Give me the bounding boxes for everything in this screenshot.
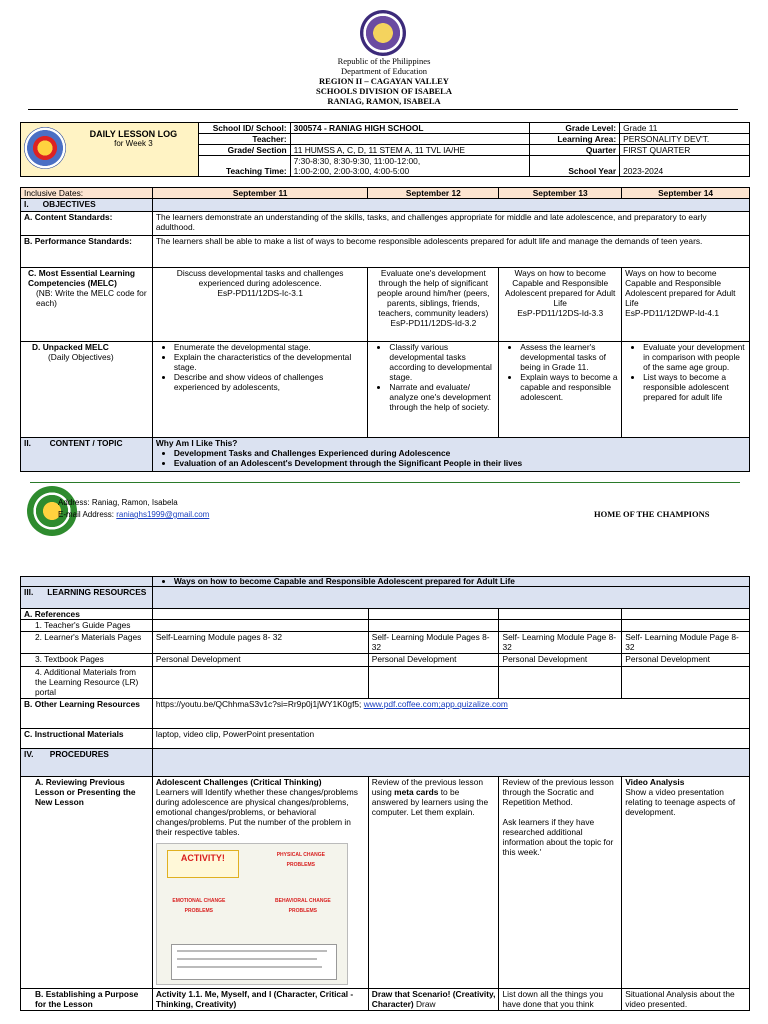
textbook-3: Personal Development <box>499 654 622 667</box>
quarter-label: Quarter <box>530 145 620 156</box>
list-item: • List ways to become a responsible adolescent prepared for adult life <box>643 372 746 402</box>
school-logo <box>24 127 66 169</box>
procedure-a-col-4: Video Analysis Show a video presentation relating to teenage aspects of development. <box>622 777 750 989</box>
teacher-value <box>290 134 530 145</box>
grade-section-value: 11 HUMSS A, C, D, 11 STEM A, 11 TVL IA/HE <box>290 145 530 156</box>
procedure-a-label: A. Reviewing Previous Lesson or Presenting the New Lesson <box>21 777 153 989</box>
log-week: for Week 3 <box>114 139 153 148</box>
additional-materials-label: 4. Additional Materials from the Learning Resource (LR) portal <box>21 667 153 699</box>
dll-table-page2 <box>20 576 750 1011</box>
teachers-guide-label: 1. Teacher's Guide Pages <box>21 620 153 632</box>
date-col-3: September 13 <box>499 188 622 199</box>
other-resources-label: B. Other Learning Resources <box>21 699 153 729</box>
info-table <box>20 122 750 177</box>
content-topic-heading: II. CONTENT / TOPIC <box>21 438 153 472</box>
unpacked-melc-label: D. Unpacked MELC (Daily Objectives) <box>21 342 153 438</box>
dll-table-page1 <box>20 187 750 472</box>
performance-standards-text: The learners shall be able to make a list of ways to become responsible adolescents prepared for adult life and manage the demands of teen years. <box>152 236 749 268</box>
list-item: • Evaluate your development in comparison with people of the same age group. <box>643 342 746 372</box>
school-label: School ID/ School: <box>198 123 290 134</box>
procedures-heading: IV. PROCEDURES <box>21 749 153 777</box>
procedure-a-col-1: Adolescent Challenges (Critical Thinking) Learners will Identify whether these changes/problems during adolescence are physical changes/problems, emotional changes/problems, or behavioral changes/problems. Put the number of the problem in their respective tables. ACTIVITY! PHYSICAL CHANGE PROBLEMS EMOTIONAL CHANGE PROBLEMS BEHAVIORAL CHANGE PROBLEMS <box>152 777 368 989</box>
school-year-label: School Year <box>530 156 620 177</box>
procedure-b-col-2: Draw that Scenario! (Creativity, Character) Draw <box>368 989 499 1011</box>
learners-materials-1: Self-Learning Module pages 8- 32 <box>152 632 368 654</box>
objectives-heading: I. OBJECTIVES <box>21 199 153 212</box>
topic-title: Why Am I Like This? <box>155 438 238 448</box>
school-value: 300574 - RANIAG HIGH SCHOOL <box>290 123 530 134</box>
procedure-b-col-4: Situational Analysis about the video presented. <box>622 989 750 1011</box>
inclusive-dates-label: Inclusive Dates: <box>21 188 153 199</box>
melc-col-1: Discuss developmental tasks and challenges experienced during adolescence. EsP-PD11/12DS-Ic-3.1 <box>152 268 368 342</box>
list-item: • Ways on how to become Capable and Responsible Adolescent prepared for Adult Life <box>174 576 746 586</box>
textbook-4: Personal Development <box>622 654 750 667</box>
learners-materials-label: 2. Learner's Materials Pages <box>21 632 153 654</box>
procedure-a-col-2: Review of the previous lesson using meta cards to be answered by learners using the computer. Let them explain. <box>368 777 499 989</box>
references-label: A. References <box>21 609 153 620</box>
header-region: REGION II – CAGAYAN VALLEY <box>319 76 449 86</box>
date-col-2: September 12 <box>368 188 499 199</box>
header-divider <box>28 109 738 110</box>
list-item: • Evaluation of an Adolescent's Development through the Significant People in their lives <box>174 458 746 468</box>
email-link[interactable]: raniaghs1999@gmail.com <box>116 510 210 519</box>
procedure-a-col-3: Review of the previous lesson through the Socratic and Repetition Method. Ask learners if they have researched additional information about the topic for this week.' <box>499 777 622 989</box>
list-item: • Explain ways to become a capable and responsible adolescent. <box>520 372 618 402</box>
learners-materials-3: Self- Learning Module Page 8-32 <box>499 632 622 654</box>
procedure-b-col-1: Activity 1.1. Me, Myself, and I (Character, Critical - Thinking, Creativity) <box>152 989 368 1011</box>
learning-area-label: Learning Area: <box>530 134 620 145</box>
daily-objectives-col-3 <box>499 342 622 438</box>
date-col-1: September 11 <box>152 188 368 199</box>
textbook-1: Personal Development <box>152 654 368 667</box>
content-topic-body <box>152 438 749 472</box>
daily-objectives-col-2 <box>368 342 499 438</box>
footer-divider <box>30 482 740 483</box>
list-item: • Assess the learner's developmental tasks of being in Grade 11. <box>520 342 618 372</box>
deped-seal <box>360 10 406 56</box>
learners-materials-2: Self- Learning Module Pages 8-32 <box>368 632 499 654</box>
melc-col-3: Ways on how to become Capable and Responsible Adolescent prepared for Adult Life EsP-PD11/12DS-Id-3.3 <box>499 268 622 342</box>
footer-email: E-mail Address: raniaghs1999@gmail.com <box>58 510 210 519</box>
grade-section-label: Grade/ Section <box>198 145 290 156</box>
instructional-materials-value: laptop, video clip, PowerPoint presentation <box>152 729 749 749</box>
teaching-time-label: Teaching Time: <box>198 156 290 177</box>
header-republic: Republic of the Philippines <box>337 56 431 66</box>
header-location: RANIAG, RAMON, ISABELA <box>327 96 441 106</box>
list-item: • Describe and show videos of challenges experienced by adolescents, <box>174 372 365 392</box>
melc-label: C. Most Essential Learning Competencies (MELC) (NB: Write the MELC code for each) <box>21 268 153 342</box>
learners-materials-4: Self- Learning Module Page 8-32 <box>622 632 750 654</box>
other-resources-value: https://youtu.be/QChhmaS3v1c?si=Rr9p0j1jWY1K0gf5; www.pdf.coffee.com;app.quizalize.com <box>152 699 749 729</box>
textbook-pages-label: 3. Textbook Pages <box>21 654 153 667</box>
daily-objectives-col-1 <box>152 342 368 438</box>
school-year-value: 2023-2024 <box>620 156 750 177</box>
date-col-4: September 14 <box>622 188 750 199</box>
learning-area-value: PERSONALITY DEV'T. <box>620 134 750 145</box>
resources-heading: III. LEARNING RESOURCES <box>21 587 153 609</box>
grade-level-label: Grade Level: <box>530 123 620 134</box>
quarter-value: FIRST QUARTER <box>620 145 750 156</box>
log-title: DAILY LESSON LOG <box>89 129 178 139</box>
teaching-time-value: 7:30-8:30, 8:30-9:30, 11:00-12:00, 1:00-2:00, 2:00-3:00, 4:00-5:00 <box>290 156 530 177</box>
melc-col-2: Evaluate one's development through the help of significant people around him/her (peers, parents, siblings, friends, teachers, community leaders) EsP-PD11/12DS-Id-3.2 <box>368 268 499 342</box>
list-item: • Enumerate the developmental stage. <box>174 342 365 352</box>
procedure-b-col-3: List down all the things you have done that you think <box>499 989 622 1011</box>
other-resources-links[interactable]: www.pdf.coffee.com;app.quizalize.com <box>363 699 508 709</box>
melc-col-4: Ways on how to become Capable and Responsible Adolescent prepared for Adult Life EsP-PD11/12DWP-Id-4.1 <box>622 268 750 342</box>
footer-address: Address: Raniag, Ramon, Isabela <box>58 498 178 507</box>
daily-objectives-col-4 <box>622 342 750 438</box>
list-item: • Classify various developmental tasks according to developmental stage. <box>389 342 495 382</box>
header-department: Department of Education <box>341 66 427 76</box>
procedure-b-label: B. Establishing a Purpose for the Lesson <box>21 989 153 1011</box>
footer-motto: HOME OF THE CHAMPIONS <box>594 509 710 519</box>
header-division: SCHOOLS DIVISION OF ISABELA <box>316 86 452 96</box>
content-standards-text: The learners demonstrate an understanding of the skills, tasks, and challenges appropriate for middle and late adolescence, and preparatory to early adulthood. <box>152 212 749 236</box>
teacher-label: Teacher: <box>198 134 290 145</box>
grade-level-value: Grade 11 <box>620 123 750 134</box>
list-item: • Narrate and evaluate/ analyze one's development through the help of society. <box>389 382 495 412</box>
list-item: • Explain the characteristics of the developmental stage. <box>174 352 365 372</box>
content-standards-label: A. Content Standards: <box>21 212 153 236</box>
content-topic-cont <box>152 577 749 587</box>
performance-standards-label: B. Performance Standards: <box>21 236 153 268</box>
list-item: • Development Tasks and Challenges Experienced during Adolescence <box>174 448 746 458</box>
instructional-materials-label: C. Instructional Materials <box>21 729 153 749</box>
textbook-2: Personal Development <box>368 654 499 667</box>
activity-worksheet-image: ACTIVITY! PHYSICAL CHANGE PROBLEMS EMOTIONAL CHANGE PROBLEMS BEHAVIORAL CHANGE PROBLEMS <box>156 843 348 985</box>
